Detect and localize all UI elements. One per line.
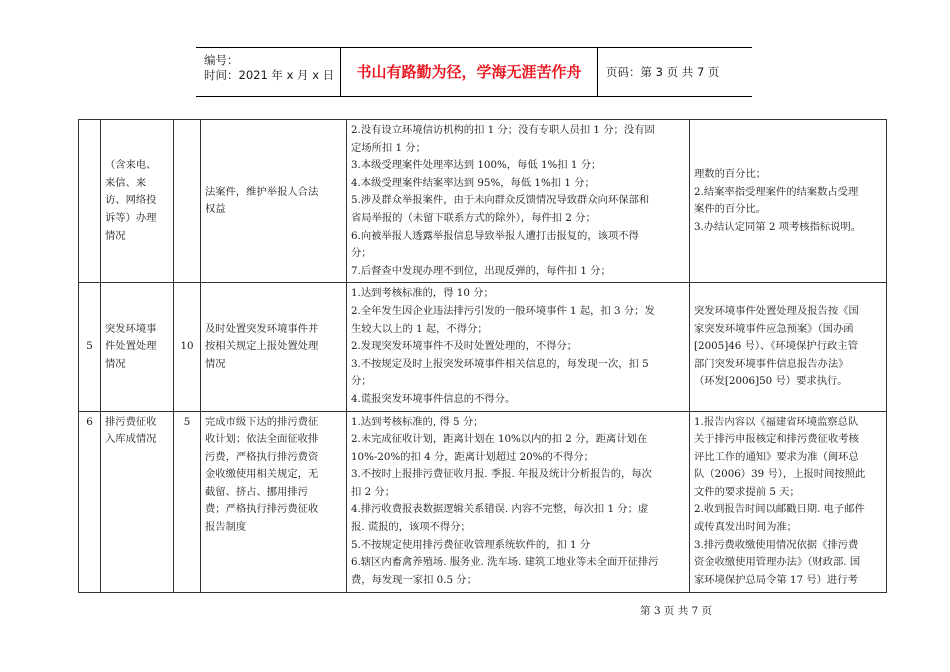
header-right [340,48,795,96]
page-header [196,47,752,97]
row-item: 突发环境事 件处置处理 情况 [101,283,174,411]
header-page-label: 页码：第 3 页 共 7 页 [597,48,719,96]
assessment-table [78,119,887,593]
row-score [174,120,201,283]
row-notes: 突发环境事件处置处理及报告按《国 家突发环境事件应急预案》（国办函 [2005]46 号）、《环境保护行政主管 部门突发环境事件信息报告办法》 （环发[2006]50 号）要求执行。 [690,283,887,411]
table-row [79,411,887,592]
row-number [79,120,101,283]
row-criteria: 2.没有设立环境信访机构的扣 1 分；没有专职人员扣 1 分；没有固 定场所扣 1 分； 3.本级受理案件处理率达到 100%，每低 1%扣 1 分； 4.本级受理案件结案率达到 95%，每低 1%扣 1 分； 5.涉及群众举报案件，由于未向群众反馈情况导致群众向环保部和 省局举报的（未留下联系方式的除外），每件扣 2 分； 6.向被举报人透露举报信息导致举报人遭打击报复的，该项不得 分； 7.后督查中发现办理不到位，出现反弹的，每件扣 1 分； [347,120,690,283]
row-item: （含来电、 来信、来 访、网络投 诉等）办理 情况 [101,120,174,283]
header-motto: 书山有路勤为径，学海无涯苦作舟 [356,63,582,81]
row-score: 10 [174,283,201,411]
table-row [79,283,887,411]
row-number: 6 [79,411,101,592]
row-item: 排污费征收 入库成情况 [101,411,174,592]
row-notes: 理数的百分比； 2.结案率指受理案件的结案数占受理 案件的百分比。 3.办结认定同第 2 项考核指标说明。 [690,120,887,283]
row-score: 5 [174,411,201,592]
row-criteria: 1.达到考核标准的, 得 5 分； 2.未完成征收计划，距离计划在 10%以内的扣 2 分，距离计划在 10%-20%的扣 4 分，距离计划超过 20%的不得分； 3.不按时上报排污费征收月报. 季报. 年报及统计分析报告的，每次 扣 2 分； 4.排污收费报表数据逻辑关系错误. 内容不完整，每次扣 1 分；虚 报. 谎报的，该项不得分； 5.不按规定使用排污费征收管理系统软件的，扣 1 分 6.辖区内畜禽养殖场. 服务业. 洗车场. 建筑工地业等未全面开征排污 费，每发现一家扣 0.5 分； [347,411,690,592]
doc-time-label: 时间：2021 年 x 月 x 日 [204,68,335,82]
row-number: 5 [79,283,101,411]
row-notes: 1.报告内容以《福建省环境监察总队 关于排污申报核定和排污费征收考核 评比工作的通知》要求为准（闽环总 队（2006）39 号），上报时间按照此 文件的要求提前 5 天； 2.收到报告时间以邮戳日期. 电子邮件 或传真发出时间为准； 3.排污费收缴使用情况依据《排污费 资金收缴使用管理办法》（财政部. 国 家环境保护总局令第 17 号）进行考 [690,411,887,592]
row-content: 完成市级下达的排污费征 收计划；依法全面征收排 污费，严格执行排污费资 金收缴使用相关规定，无 截留、挤占、挪用排污 费；严格执行排污费征收 报告制度 [201,411,347,592]
page-footer: 第 3 页 共 7 页 [640,605,713,617]
row-content: 及时处置突发环境事件并 按相关规定上报处置处理 情况 [201,283,347,411]
row-content: 法案件，维护举报人合法 权益 [201,120,347,283]
header-meta [196,48,340,96]
row-criteria: 1.达到考核标准的，得 10 分； 2.全年发生因企业违法排污引发的一般环境事件 1 起，扣 3 分；发 生较大以上的 1 起，不得分； 2.发现突发环境事件不及时处置处理的，不得分； 3.不按规定及时上报突发环境事件相关信息的，每发现一次，扣 5 分； 4.谎报突发环境事件信息的不得分。 [347,283,690,411]
doc-number-label: 编号： [204,53,239,67]
table-row [79,120,887,283]
